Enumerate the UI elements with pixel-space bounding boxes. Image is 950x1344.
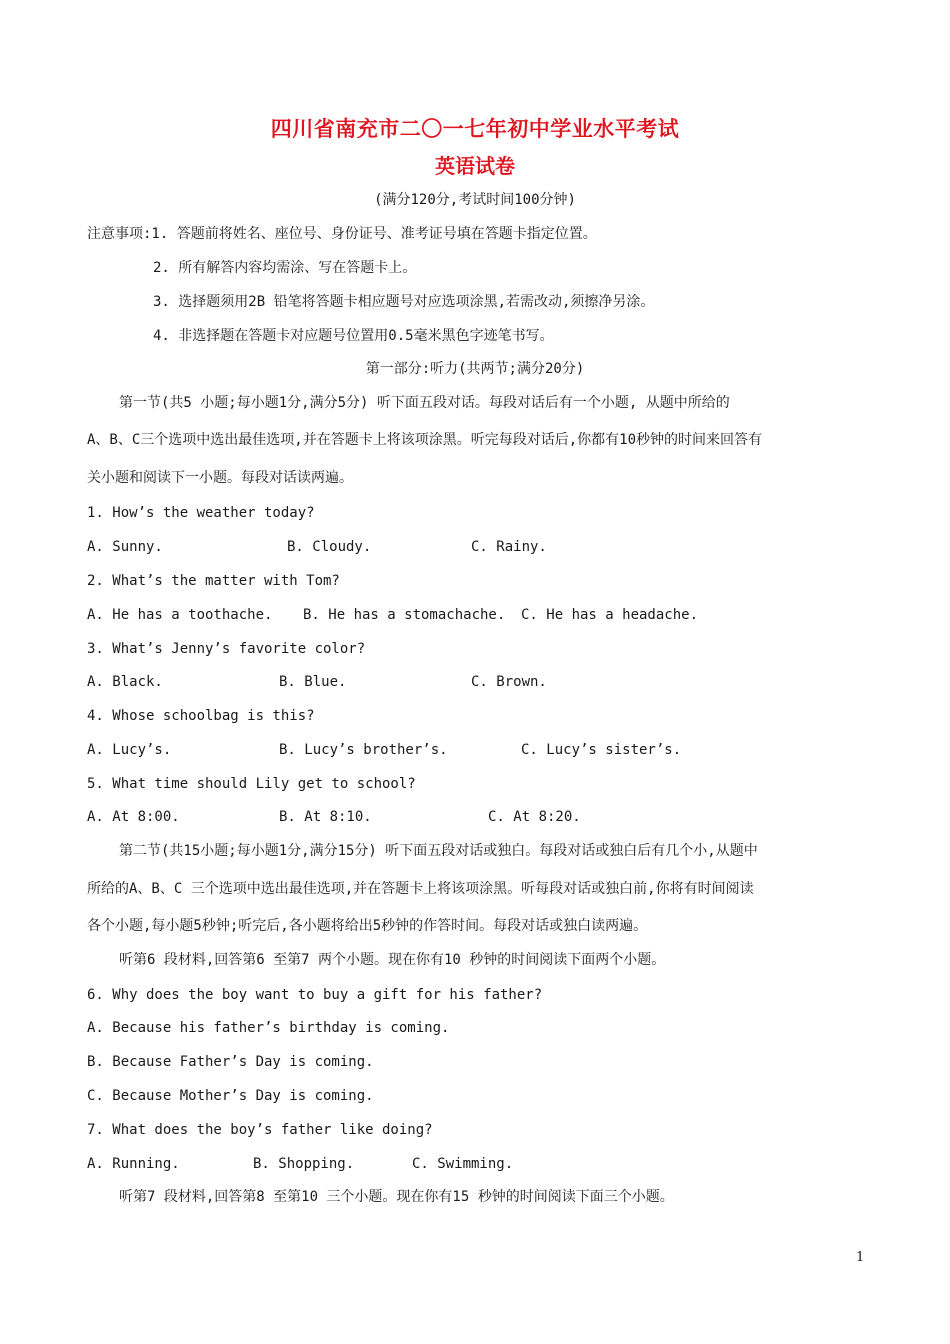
q1-option-b: B. Cloudy.	[287, 539, 372, 555]
section2-instructions-line3: 各个小题,每小题5秒钟;听完后,各小题将给出5秒钟的作答时间。每段对话或独白读两遍。	[87, 918, 648, 934]
q7-option-b: B. Shopping.	[253, 1156, 355, 1172]
q4-option-c: C. Lucy’s sister’s.	[521, 742, 682, 758]
page-number: 1	[856, 1250, 865, 1265]
q3-option-a: A. Black.	[87, 674, 163, 690]
note-2: 2. 所有解答内容均需涂、写在答题卡上。	[153, 260, 417, 276]
q3-option-c: C. Brown.	[471, 674, 547, 690]
q5-option-c: C. At 8:20.	[488, 809, 581, 825]
question-7: 7. What does the boy’s father like doing?	[87, 1122, 433, 1138]
q5-option-b: B. At 8:10.	[279, 809, 372, 825]
material-7-instructions: 听第7 段材料,回答第8 至第10 三个小题。现在你有15 秒钟的时间阅读下面三个小题。	[119, 1189, 674, 1205]
q2-option-c: C. He has a headache.	[521, 607, 699, 623]
q1-option-a: A. Sunny.	[87, 539, 163, 555]
q6-option-c: C. Because Mother’s Day is coming.	[87, 1088, 374, 1104]
question-4: 4. Whose schoolbag is this?	[87, 708, 315, 724]
note-3: 3. 选择题须用2B 铅笔将答题卡相应题号对应选项涂黑,若需改动,须擦净另涂。	[153, 294, 655, 310]
exam-subtitle: 英语试卷	[435, 154, 515, 178]
note-4: 4. 非选择题在答题卡对应题号位置用0.5毫米黑色字迹笔书写。	[153, 328, 554, 344]
section1-instructions-line2: A、B、C三个选项中选出最佳选项,并在答题卡上将该项涂黑。听完每段对话后,你都有10秒钟的时间来回答有	[87, 432, 762, 448]
question-3: 3. What’s Jenny’s favorite color?	[87, 641, 366, 657]
q3-option-b: B. Blue.	[279, 674, 347, 690]
section2-instructions-line1: 第二节(共15小题;每小题1分,满分15分) 听下面五段对话或独白。每段对话或独白后有几个小,从题中	[119, 843, 758, 859]
section2-instructions-line2: 所给的A、B、C 三个选项中选出最佳选项,并在答题卡上将该项涂黑。听每段对话或独白前,你将有时间阅读	[87, 881, 754, 897]
q4-option-a: A. Lucy’s.	[87, 742, 172, 758]
q1-option-c: C. Rainy.	[471, 539, 547, 555]
q5-option-a: A. At 8:00.	[87, 809, 180, 825]
question-2: 2. What’s the matter with Tom?	[87, 573, 340, 589]
q7-option-c: C. Swimming.	[412, 1156, 514, 1172]
q7-option-a: A. Running.	[87, 1156, 180, 1172]
part1-heading: 第一部分:听力(共两节;满分20分)	[365, 361, 585, 377]
exam-meta: (满分120分,考试时间100分钟)	[374, 192, 576, 208]
section1-instructions-line3: 关小题和阅读下一小题。每段对话读两遍。	[87, 470, 353, 486]
exam-title: 四川省南充市二〇一七年初中学业水平考试	[270, 116, 680, 141]
question-1: 1. How’s the weather today?	[87, 505, 315, 521]
q6-option-a: A. Because his father’s birthday is coming.	[87, 1020, 450, 1036]
q6-option-b: B. Because Father’s Day is coming.	[87, 1054, 374, 1070]
section1-instructions-line1: 第一节(共5 小题;每小题1分,满分5分) 听下面五段对话。每段对话后有一个小题, 从题中所给的	[119, 395, 730, 411]
note-1: 注意事项:1. 答题前将姓名、座位号、身份证号、准考证号填在答题卡指定位置。	[87, 226, 597, 242]
question-6: 6. Why does the boy want to buy a gift for his father?	[87, 987, 543, 1003]
question-5: 5. What time should Lily get to school?	[87, 776, 416, 792]
q2-option-b: B. He has a stomachache.	[303, 607, 506, 623]
material-6-instructions: 听第6 段材料,回答第6 至第7 两个小题。现在你有10 秒钟的时间阅读下面两个小题。	[119, 952, 666, 968]
q4-option-b: B. Lucy’s brother’s.	[279, 742, 448, 758]
q2-option-a: A. He has a toothache.	[87, 607, 273, 623]
